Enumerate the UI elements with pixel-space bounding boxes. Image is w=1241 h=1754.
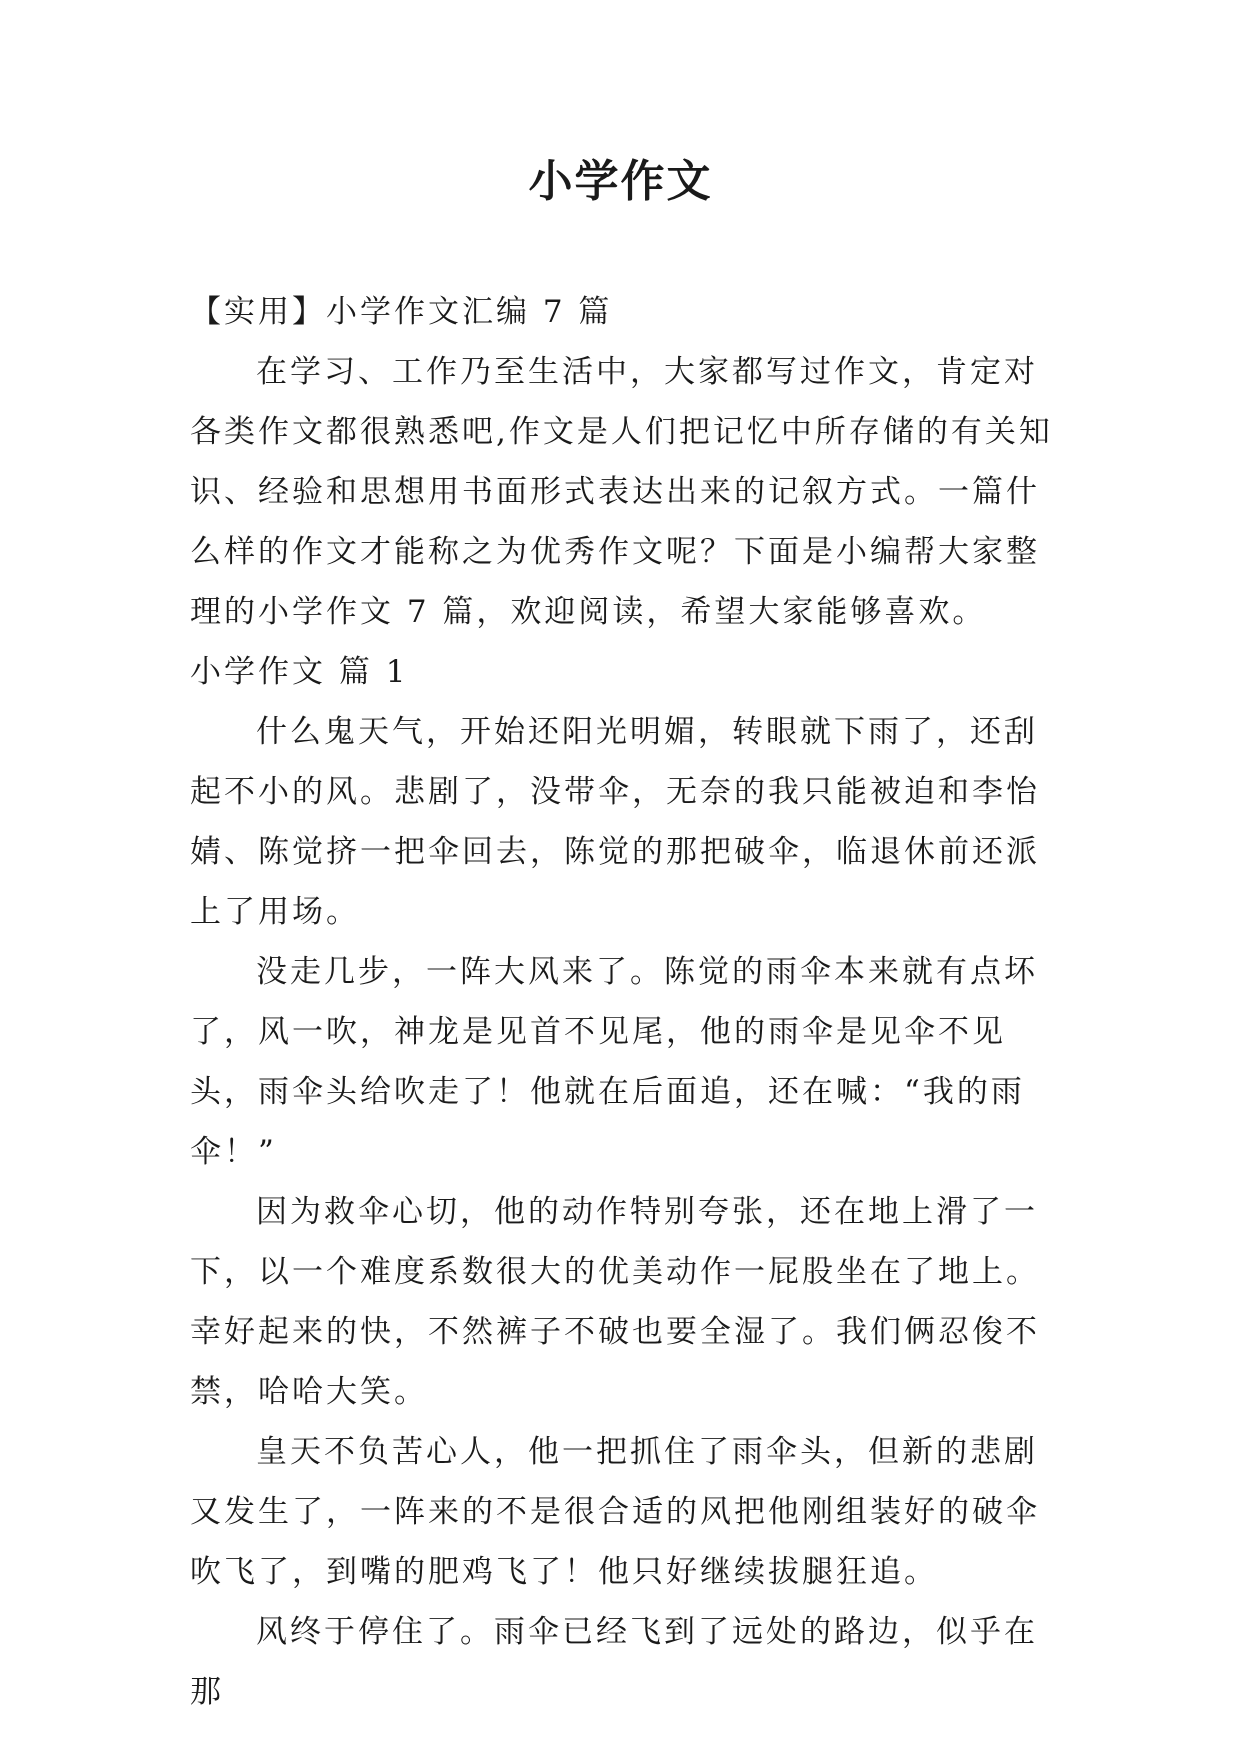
document-title: 小学作文 xyxy=(528,156,713,207)
document-subtitle: 【实用】小学作文汇编 7 篇 xyxy=(190,294,613,330)
body-paragraph: 皇天不负苦心人，他一把抓住了雨伞头，但新的悲剧又发生了，一阵来的不是很合适的风把他刚组装好的破伞吹飞了，到嘴的肥鸡飞了！他只好继续拔腿狂追。 xyxy=(190,1434,1040,1590)
section-heading: 小学作文 篇 1 xyxy=(190,654,409,690)
body-paragraph: 没走几步，一阵大风来了。陈觉的雨伞本来就有点坏了，风一吹，神龙是见首不见尾，他的雨伞是见伞不见头，雨伞头给吹走了！他就在后面追，还在喊：“我的雨伞！” xyxy=(190,954,1038,1170)
body-paragraph: 风终于停住了。雨伞已经飞到了远处的路边，似乎在那 xyxy=(190,1614,1038,1710)
document-body xyxy=(190,282,1056,1722)
body-paragraph: 因为救伞心切，他的动作特别夸张，还在地上滑了一下，以一个难度系数很大的优美动作一屁股坐在了地上。幸好起来的快，不然裤子不破也要全湿了。我们俩忍俊不禁，哈哈大笑。 xyxy=(190,1194,1040,1410)
body-paragraph: 什么鬼天气，开始还阳光明媚，转眼就下雨了，还刮起不小的风。悲剧了，没带伞，无奈的我只能被迫和李怡婧、陈觉挤一把伞回去，陈觉的那把破伞，临退休前还派上了用场。 xyxy=(190,714,1040,930)
intro-paragraph: 在学习、工作乃至生活中，大家都写过作文，肯定对各类作文都很熟悉吧,作文是人们把记忆中所存储的有关知识、经验和思想用书面形式表达出来的记叙方式。一篇什么样的作文才能称之为优秀作文呢？下面是小编帮大家整理的小学作文 7 篇，欢迎阅读，希望大家能够喜欢。 xyxy=(190,354,1053,630)
